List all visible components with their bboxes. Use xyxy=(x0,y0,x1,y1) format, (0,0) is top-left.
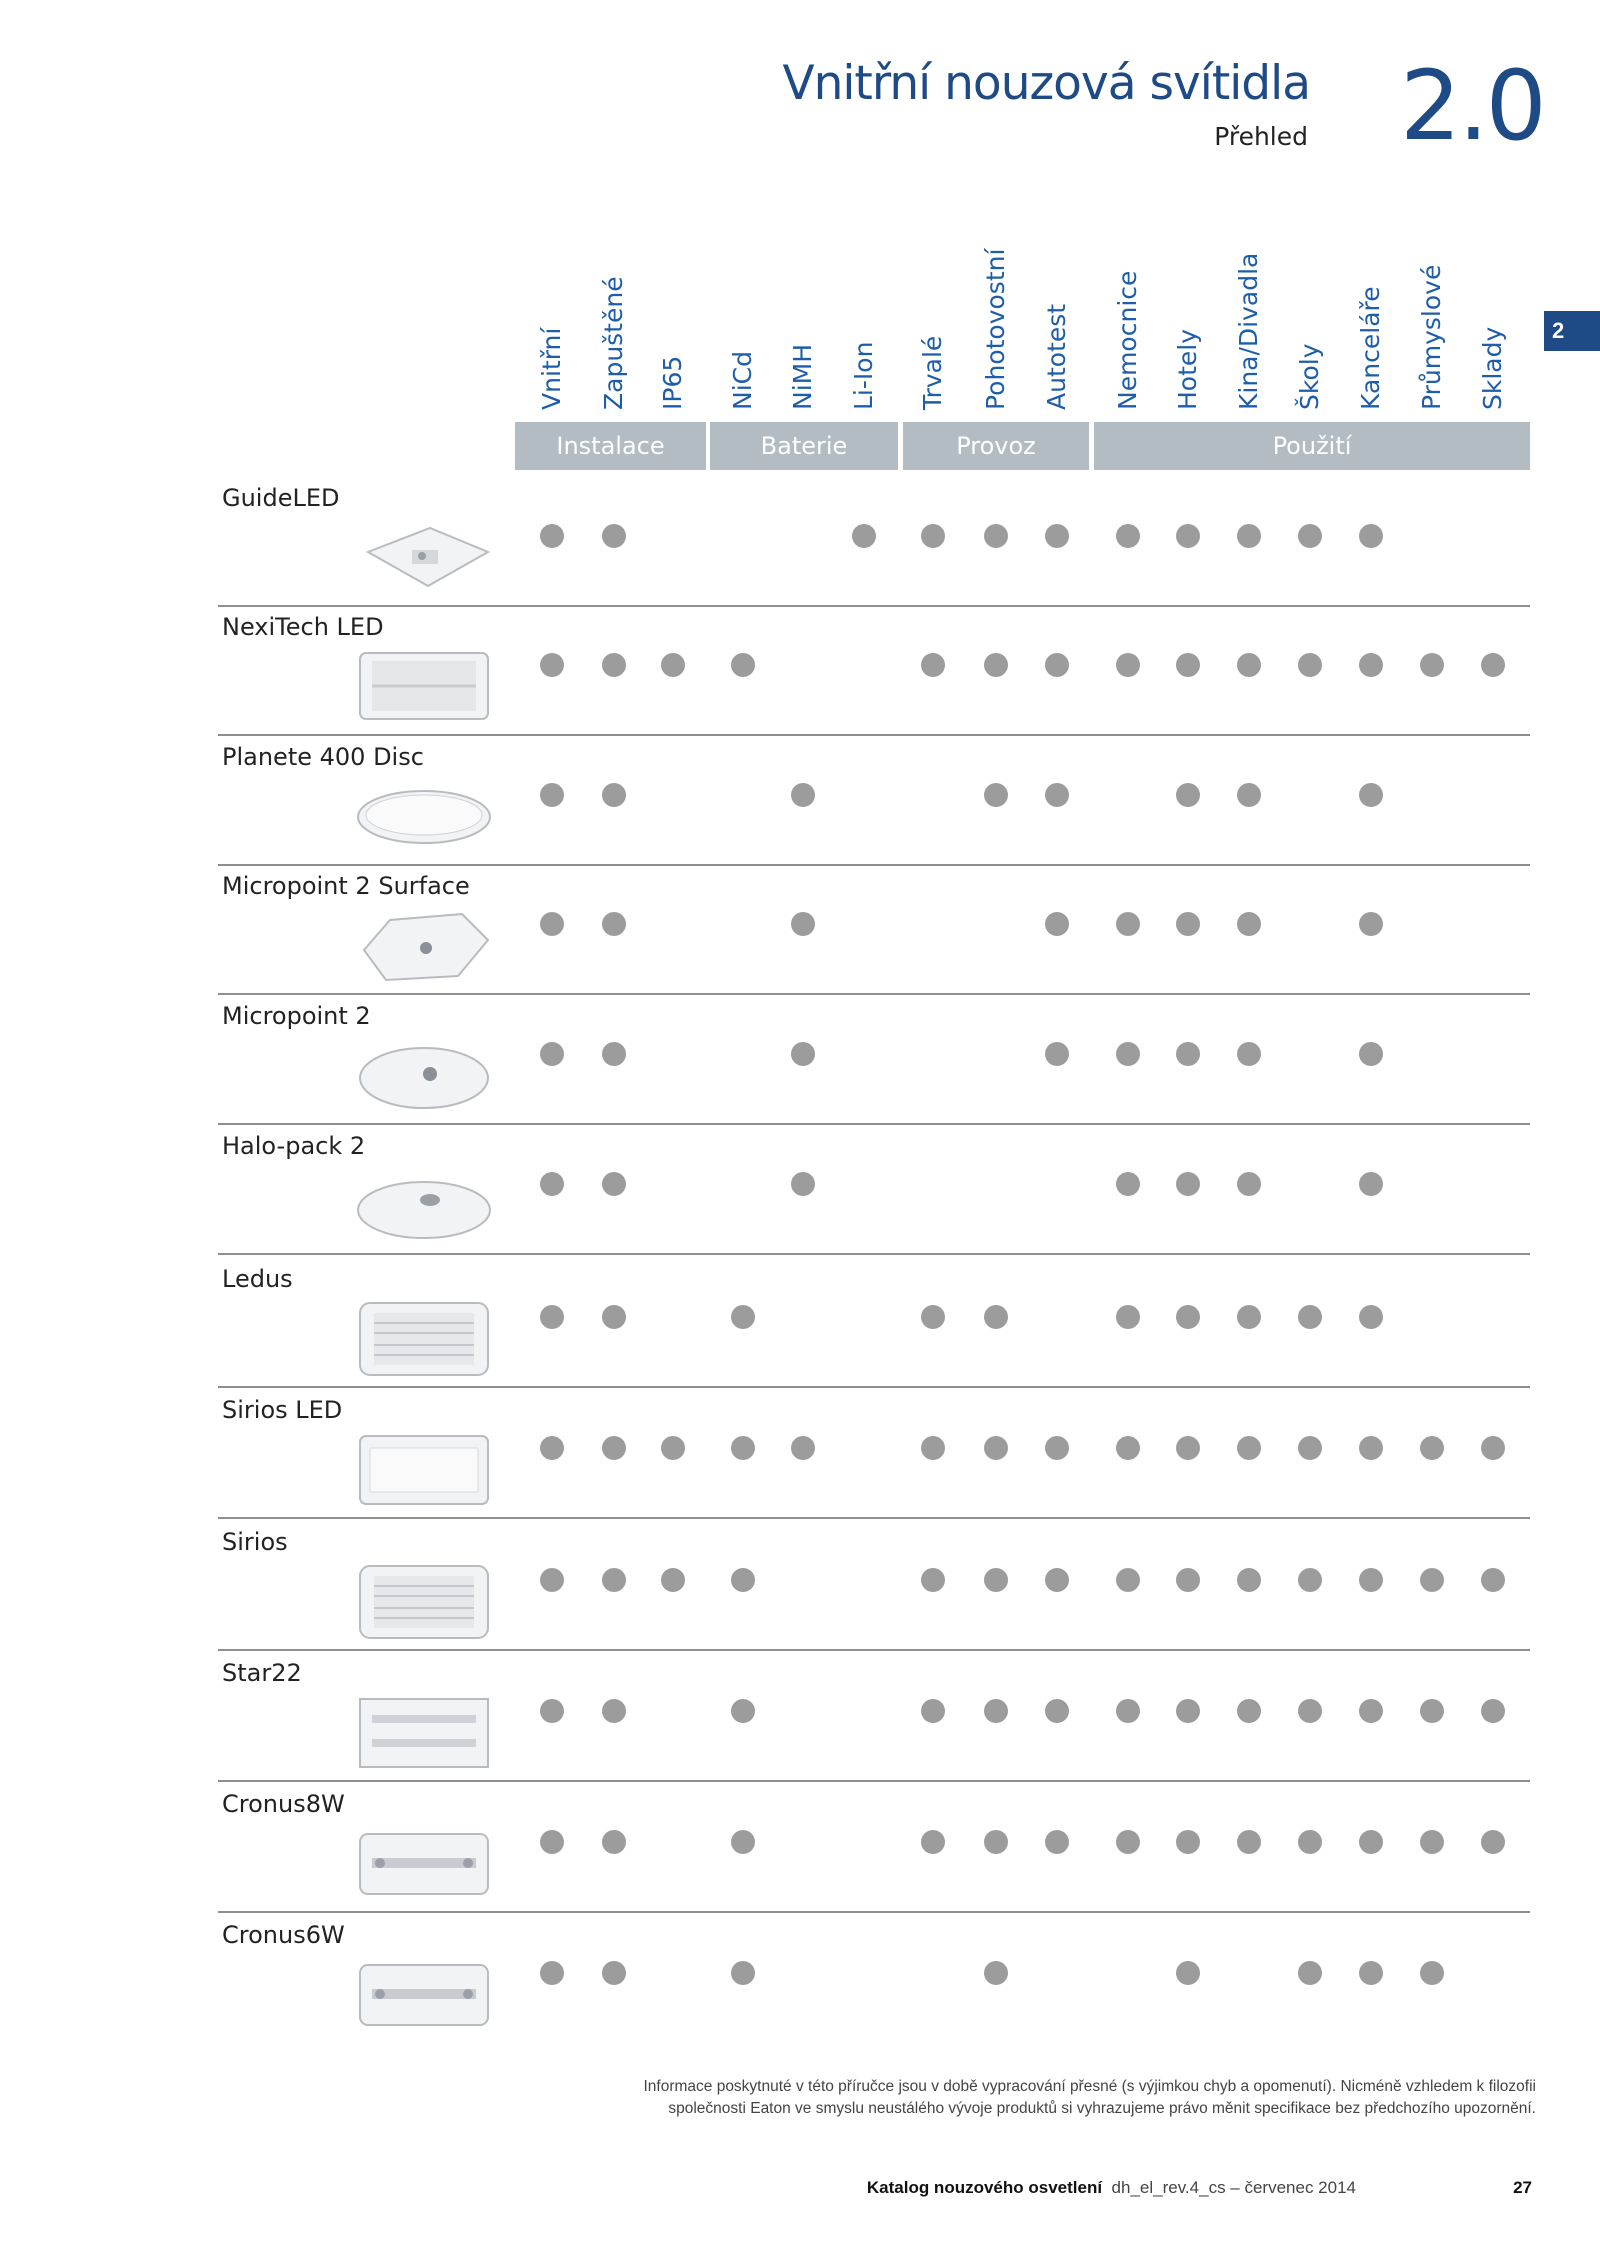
feature-dot xyxy=(602,783,626,807)
feature-dot xyxy=(1237,1436,1261,1460)
column-header: Li-Ion xyxy=(849,341,878,410)
feature-dot xyxy=(1116,1042,1140,1066)
column-header: Vnitřní xyxy=(537,327,566,410)
feature-dot xyxy=(1298,653,1322,677)
feature-dot xyxy=(1237,653,1261,677)
feature-dot xyxy=(661,1436,685,1460)
feature-dot xyxy=(1420,653,1444,677)
table-row xyxy=(0,605,1600,735)
column-header: Hotely xyxy=(1173,328,1202,410)
feature-dot xyxy=(1116,1172,1140,1196)
feature-dot xyxy=(1116,1436,1140,1460)
feature-dot xyxy=(602,1436,626,1460)
feature-dot xyxy=(602,524,626,548)
feature-dot xyxy=(540,1699,564,1723)
feature-dot xyxy=(1237,783,1261,807)
feature-dot xyxy=(1045,653,1069,677)
product-name: Sirios LED xyxy=(222,1396,343,1424)
feature-dot xyxy=(1045,1436,1069,1460)
feature-dot xyxy=(1298,1830,1322,1854)
feature-dot xyxy=(1116,1699,1140,1723)
feature-dot xyxy=(1176,524,1200,548)
feature-dot xyxy=(1481,653,1505,677)
feature-dot xyxy=(1359,1172,1383,1196)
feature-dot xyxy=(1237,1568,1261,1592)
feature-dot xyxy=(731,1830,755,1854)
feature-dot xyxy=(540,1172,564,1196)
feature-dot xyxy=(1298,1961,1322,1985)
product-image xyxy=(350,1949,498,2041)
feature-dot xyxy=(1176,1961,1200,1985)
disclaimer-line: Informace poskytnuté v této příručce jsou v době vypracování přesné (s výjimkou chyb a opomenutí). Nicméně vzhledem k filozofii xyxy=(643,2078,1536,2095)
feature-dot xyxy=(1420,1568,1444,1592)
product-name: Planete 400 Disc xyxy=(222,743,424,771)
product-image xyxy=(350,1293,498,1385)
column-header: Průmyslové xyxy=(1417,264,1446,410)
feature-dot xyxy=(1116,1305,1140,1329)
footer xyxy=(600,2178,1356,2198)
feature-dot xyxy=(1176,1699,1200,1723)
product-image xyxy=(350,1030,498,1122)
page-subtitle: Přehled xyxy=(1214,122,1308,151)
feature-dot xyxy=(1420,1436,1444,1460)
feature-dot xyxy=(602,1830,626,1854)
feature-dot xyxy=(1359,653,1383,677)
feature-dot xyxy=(602,912,626,936)
table-row xyxy=(0,1520,1600,1650)
product-name: Micropoint 2 xyxy=(222,1002,371,1030)
product-image xyxy=(350,1818,498,1910)
feature-dot xyxy=(984,653,1008,677)
feature-dot xyxy=(1481,1568,1505,1592)
table-row xyxy=(0,1124,1600,1254)
feature-dot xyxy=(791,1436,815,1460)
feature-dot xyxy=(791,1042,815,1066)
feature-dot xyxy=(1237,1305,1261,1329)
feature-dot xyxy=(1359,1436,1383,1460)
column-header: Kanceláře xyxy=(1356,286,1385,410)
footer-edition: dh_el_rev.4_cs – červenec 2014 xyxy=(1111,2178,1356,2197)
feature-dot xyxy=(791,783,815,807)
feature-dot xyxy=(1298,1568,1322,1592)
feature-dot xyxy=(540,653,564,677)
product-image xyxy=(350,1160,498,1252)
feature-dot xyxy=(1116,1830,1140,1854)
feature-dot xyxy=(540,912,564,936)
group-header: Baterie xyxy=(710,422,898,470)
feature-dot xyxy=(921,653,945,677)
feature-dot xyxy=(1237,1699,1261,1723)
feature-dot xyxy=(1359,524,1383,548)
feature-dot xyxy=(1045,783,1069,807)
product-name: Halo-pack 2 xyxy=(222,1132,366,1160)
feature-dot xyxy=(921,1699,945,1723)
group-header: Instalace xyxy=(515,422,706,470)
page-title: Vnitřní nouzová svítidla xyxy=(782,56,1310,111)
feature-dot xyxy=(540,1568,564,1592)
feature-dot xyxy=(1237,1830,1261,1854)
table-row xyxy=(0,1782,1600,1912)
product-name: GuideLED xyxy=(222,484,340,512)
feature-dot xyxy=(540,1830,564,1854)
product-image xyxy=(350,641,498,733)
footer-catalog-title: Katalog nouzového osvetlení xyxy=(866,2178,1103,2197)
row-divider xyxy=(218,1517,1530,1519)
feature-dot xyxy=(540,524,564,548)
feature-dot xyxy=(1176,1568,1200,1592)
feature-dot xyxy=(602,1568,626,1592)
feature-dot xyxy=(731,1699,755,1723)
feature-dot xyxy=(1176,912,1200,936)
product-name: Cronus8W xyxy=(222,1790,345,1818)
feature-dot xyxy=(1116,653,1140,677)
feature-dot xyxy=(1176,1305,1200,1329)
column-header: Sklady xyxy=(1478,326,1507,410)
product-image xyxy=(350,512,498,604)
disclaimer xyxy=(520,2076,1536,2120)
feature-dot xyxy=(1176,1172,1200,1196)
product-name: Ledus xyxy=(222,1265,293,1293)
feature-dot xyxy=(1359,1830,1383,1854)
feature-dot xyxy=(1359,1699,1383,1723)
product-image xyxy=(350,1687,498,1779)
column-header: IP65 xyxy=(658,355,687,410)
feature-dot xyxy=(1176,783,1200,807)
feature-dot xyxy=(1116,524,1140,548)
feature-dot xyxy=(540,1305,564,1329)
table-row xyxy=(0,1913,1600,2043)
feature-dot xyxy=(731,1568,755,1592)
column-header: Nemocnice xyxy=(1113,270,1142,410)
feature-dot xyxy=(1176,1436,1200,1460)
feature-dot xyxy=(1176,1042,1200,1066)
feature-dot xyxy=(791,912,815,936)
feature-dot xyxy=(1237,912,1261,936)
table-row xyxy=(0,476,1600,606)
feature-dot xyxy=(1298,1436,1322,1460)
product-name: Cronus6W xyxy=(222,1921,345,1949)
feature-dot xyxy=(540,783,564,807)
column-header: Autotest xyxy=(1042,303,1071,410)
table-row xyxy=(0,1388,1600,1518)
product-name: Sirios xyxy=(222,1528,288,1556)
feature-dot xyxy=(661,653,685,677)
feature-dot xyxy=(1045,1830,1069,1854)
feature-dot xyxy=(921,1568,945,1592)
column-header: Kina/Divadla xyxy=(1234,252,1263,410)
feature-dot xyxy=(1237,1172,1261,1196)
feature-dot xyxy=(1420,1830,1444,1854)
feature-dot xyxy=(1298,524,1322,548)
feature-dot xyxy=(540,1961,564,1985)
section-number: 2.0 xyxy=(1400,50,1544,162)
feature-dot xyxy=(540,1436,564,1460)
product-image xyxy=(350,1556,498,1648)
feature-dot xyxy=(1481,1436,1505,1460)
column-header: Zapuštěné xyxy=(599,276,628,410)
feature-dot xyxy=(1359,1042,1383,1066)
feature-dot xyxy=(1420,1699,1444,1723)
column-header: Školy xyxy=(1295,343,1324,410)
product-image xyxy=(350,771,498,863)
feature-dot xyxy=(602,1305,626,1329)
product-name: Micropoint 2 Surface xyxy=(222,872,470,900)
feature-dot xyxy=(661,1568,685,1592)
feature-dot xyxy=(791,1172,815,1196)
feature-dot xyxy=(1237,524,1261,548)
feature-dot xyxy=(984,783,1008,807)
feature-dot xyxy=(1045,524,1069,548)
feature-dot xyxy=(1176,653,1200,677)
feature-dot xyxy=(1045,1042,1069,1066)
feature-dot xyxy=(1359,1961,1383,1985)
table-row xyxy=(0,864,1600,994)
feature-dot xyxy=(984,1436,1008,1460)
feature-dot xyxy=(852,524,876,548)
column-header: Pohotovostní xyxy=(981,248,1010,410)
feature-dot xyxy=(1116,912,1140,936)
table-row xyxy=(0,1257,1600,1387)
feature-dot xyxy=(921,524,945,548)
feature-dot xyxy=(731,1961,755,1985)
table-row xyxy=(0,735,1600,865)
feature-dot xyxy=(1237,1042,1261,1066)
feature-dot xyxy=(1116,1568,1140,1592)
feature-dot xyxy=(984,1699,1008,1723)
feature-dot xyxy=(602,1699,626,1723)
feature-dot xyxy=(984,1830,1008,1854)
feature-dot xyxy=(984,1568,1008,1592)
table-row xyxy=(0,1651,1600,1781)
feature-dot xyxy=(602,1961,626,1985)
feature-dot xyxy=(731,1436,755,1460)
feature-dot xyxy=(1298,1699,1322,1723)
feature-dot xyxy=(1481,1699,1505,1723)
product-name: Star22 xyxy=(222,1659,302,1687)
feature-dot xyxy=(1045,912,1069,936)
feature-dot xyxy=(602,1042,626,1066)
feature-dot xyxy=(984,1961,1008,1985)
feature-dot xyxy=(984,524,1008,548)
column-header: Trvalé xyxy=(918,335,947,410)
feature-dot xyxy=(731,653,755,677)
feature-dot xyxy=(1045,1568,1069,1592)
feature-dot xyxy=(1359,783,1383,807)
product-image xyxy=(350,900,498,992)
feature-dot xyxy=(1359,912,1383,936)
feature-dot xyxy=(921,1436,945,1460)
product-image xyxy=(350,1424,498,1516)
feature-dot xyxy=(921,1305,945,1329)
group-header: Provoz xyxy=(903,422,1089,470)
group-header: Použití xyxy=(1094,422,1530,470)
feature-dot xyxy=(731,1305,755,1329)
column-header: NiCd xyxy=(728,351,757,410)
feature-dot xyxy=(1176,1830,1200,1854)
disclaimer-line: společnosti Eaton ve smyslu neustálého vývoje produktů si vyhrazujeme právo měnit specifikace bez předchozího upozornění. xyxy=(668,2100,1536,2117)
feature-dot xyxy=(602,653,626,677)
feature-dot xyxy=(1481,1830,1505,1854)
row-divider xyxy=(218,1253,1530,1255)
feature-dot xyxy=(984,1305,1008,1329)
feature-dot xyxy=(540,1042,564,1066)
feature-dot xyxy=(1359,1305,1383,1329)
table-row xyxy=(0,994,1600,1124)
feature-dot xyxy=(602,1172,626,1196)
feature-dot xyxy=(1359,1568,1383,1592)
feature-dot xyxy=(1420,1961,1444,1985)
feature-dot xyxy=(1298,1305,1322,1329)
page-number: 27 xyxy=(1513,2178,1532,2197)
column-header: NiMH xyxy=(788,343,817,410)
feature-dot xyxy=(1045,1699,1069,1723)
feature-dot xyxy=(921,1830,945,1854)
chapter-tab[interactable]: 2 xyxy=(1544,311,1600,351)
product-name: NexiTech LED xyxy=(222,613,384,641)
